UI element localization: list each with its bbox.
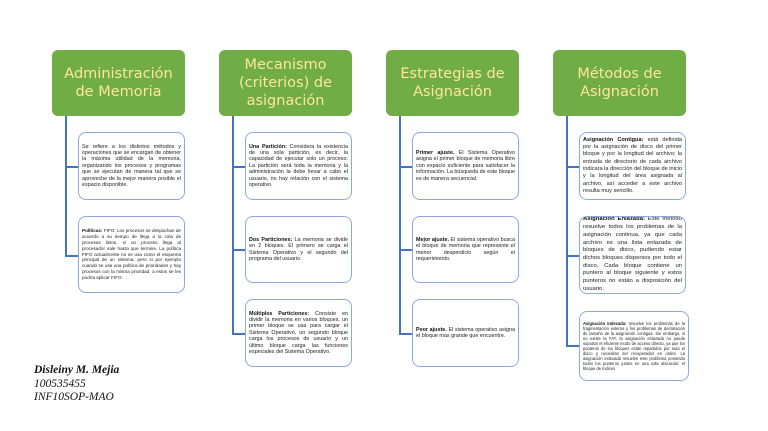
- info-box-definicion: [78, 132, 185, 200]
- info-box-politicas: [78, 216, 185, 293]
- connector-branch: [566, 345, 579, 347]
- header-metodos-asignacion: [553, 50, 686, 116]
- header-mecanismo-asignacion: [219, 50, 352, 116]
- info-box-multiples-particiones: [245, 299, 352, 367]
- connector-branch: [566, 166, 579, 168]
- header-estrategias-asignacion: [386, 50, 519, 116]
- box-label: Peor ajuste.: [416, 326, 447, 333]
- info-box-una-particion: [245, 132, 352, 200]
- box-text: Este método resuelve todos los problemas de la asignación continua, ya que cada archivo es una lista enlazada de bloques de disco, pudiendo estar dichos bloques dispersos por todo el disco. Cada bloque contiene un puntero al bloque siguiente y estos punteros no están a disposición del usuario.: [583, 216, 682, 292]
- connector-branch: [399, 166, 412, 168]
- box-label: Primer ajuste.: [416, 149, 455, 156]
- box-text: está definida por la asignación de disco del primer bloque y por la longitud del archivo; la entrada de directorio de cada archivo indicara la dirección del bloque de inicio y la longitud del área asignada al archivo, así acceder a este archivo resulta muy sencillo.: [583, 136, 682, 194]
- info-box-mejor-ajuste: [412, 216, 519, 283]
- info-box-dos-particiones: [245, 216, 352, 283]
- header-title: Estrategias de Asignación: [400, 66, 505, 100]
- header-title: Métodos de Asignación: [577, 66, 662, 100]
- box-text: FIFO: Los procesos se despachan de acuerdo a su tiempo de llega a la cola de procesos listos, si un proceso llega al procesador sale hasta que termine. La política FIFO actualmente no se usa como el esquema principal de un sistema, pero si por ejemplo cuando se usa una política de prioridades y hay procesos con la misma prioridad, a estos se les podría aplicar FIFO.: [82, 228, 181, 280]
- info-box-asignacion-indexada: [579, 311, 689, 381]
- connector-branch: [566, 255, 579, 257]
- connector-branch: [65, 166, 78, 168]
- author-id: 100535455: [34, 377, 86, 390]
- author-course: INF10SOP-MAO: [34, 391, 114, 403]
- connector-line: [232, 116, 234, 334]
- box-text: resuelve los problemas de la fragmentación externa y los problemas de declaración de tamaño de la asignación contigua. Sin embargo, si no existe la FAT, la asignación enlazada no puede soportar el eficiente modo de acceso directo, ya que los punteros de los bloques están repartidos por todo el disco y necesitan ser recuperados en orden. La asignación indexada resuelve este problema poniendo todos los punteros juntos en una sola ubicación: el bloque de índices: [583, 320, 686, 372]
- connector-line: [566, 116, 568, 346]
- info-box-asignacion-contigua: [579, 132, 686, 200]
- info-box-peor-ajuste: [412, 299, 519, 367]
- header-title: Mecanismo (criterios) de asignación: [238, 57, 333, 109]
- box-label: Dos Particiones:: [249, 236, 293, 243]
- header-title: Administración de Memoria: [64, 66, 173, 100]
- connector-branch: [399, 333, 412, 335]
- box-text: Se refiere a los distintos métodos y operaciones que se encargan de obtener la máxima utilidad de la memoria, organizando los procesos y programas que se ejecutan de manera tal que se aproveche de la mejor manera posible el espacio disponible.: [82, 143, 181, 189]
- connector-branch: [232, 166, 245, 168]
- info-box-asignacion-enlazada: [579, 216, 686, 294]
- connector-branch: [232, 333, 245, 335]
- connector-branch: [65, 255, 78, 257]
- box-label: Mejor ajuste.: [416, 236, 449, 243]
- info-box-primer-ajuste: [412, 132, 519, 200]
- box-label: Asignación Indexada:: [583, 320, 627, 326]
- box-text: El sistema operativo busca el bloque de memoria que represente el menor desperdicio según el requerimiento.: [416, 236, 516, 262]
- box-label: Asignación Contigua:: [583, 136, 644, 143]
- header-administracion-memoria: [52, 50, 185, 116]
- author-block: [34, 364, 119, 405]
- box-text: El Sistema Operativo asigna el primer bloque de memoria libre con espacio suficiente para satisfacer la información. La búsqueda de este bloque es de manera secuencial.: [416, 149, 516, 182]
- box-text: Considera la existencia de una sola partición, es decir, la capacidad de ejecutar solo un proceso. La partición será toda la memoria y la administración la debe llevar a cabo el usuario, no hay relación con el sistema operativo.: [249, 143, 349, 189]
- box-label: Una Partición:: [249, 143, 287, 150]
- connector-branch: [232, 249, 245, 251]
- connector-branch: [399, 249, 412, 251]
- author-name: Disleiny M. Mejia: [34, 364, 120, 376]
- connector-line: [65, 116, 67, 256]
- box-label: Asignación Enlazada:: [583, 216, 646, 223]
- box-text: La memoria se divide en 2 bloques. El primero se carga el Sistema Operativo y el segundo del programa del usuario.: [249, 236, 349, 262]
- connector-line: [399, 116, 401, 334]
- box-label: Políticas:: [82, 228, 103, 234]
- box-text: El sistema operativo asigna el bloque mas grande que encuentre.: [416, 326, 515, 339]
- box-text: Consiste en dividir la memoria en varios bloques, un primer bloque se usa para cargar el Sistema Operativo, un segundo bloque carga los procesos de usuario y un último bloque carga las funciones especiales del Sistema Operativo.: [249, 310, 348, 356]
- box-label: Múltiples Particiones:: [249, 310, 310, 317]
